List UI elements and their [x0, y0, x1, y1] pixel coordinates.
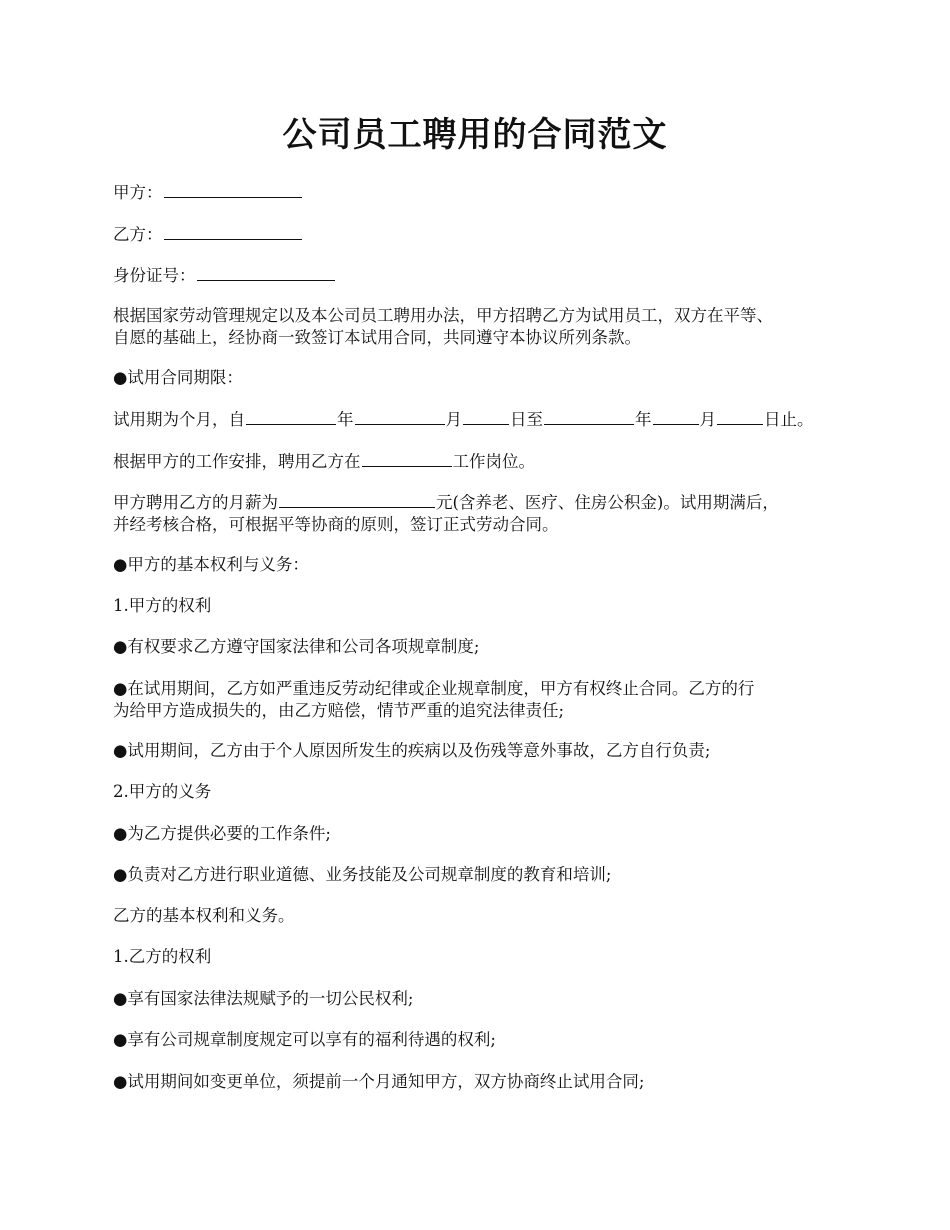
id-number-blank: [197, 264, 335, 281]
probation-heading: ●试用合同期限：: [113, 368, 243, 387]
party-b-right-2: ●享有公司规章制度规定可以享有的福利待遇的权利;: [113, 1030, 496, 1049]
end-year-blank: [544, 408, 634, 425]
party-a-duty-1: ●为乙方提供必要的工作条件;: [113, 824, 331, 843]
intro-paragraph: [113, 305, 858, 349]
start-year-blank: [246, 408, 336, 425]
party-a-right-3: ●试用期间，乙方由于个人原因所发生的疾病以及伤残等意外事故，乙方自行负责;: [113, 741, 711, 760]
salary-text-part: 甲方聘用乙方的月薪为: [113, 493, 278, 512]
probation-text-part: 日止。: [764, 410, 814, 429]
party-a-right-2: [113, 678, 858, 722]
start-month-blank: [355, 408, 445, 425]
party-a-duties-title: 2.甲方的义务: [113, 782, 212, 801]
probation-text-part: 年: [337, 410, 354, 429]
party-a-field: [113, 181, 858, 204]
position-text: [113, 450, 858, 473]
party-b-rights-title: 1.乙方的权利: [113, 947, 212, 966]
party-b-blank: [164, 223, 302, 240]
end-day-blank: [717, 408, 763, 425]
id-number-field: [113, 264, 858, 287]
salary-line-1: [113, 491, 858, 514]
id-number-label: 身份证号：: [113, 266, 196, 285]
salary-paragraph: [113, 491, 858, 536]
party-a-rights-heading: ●甲方的基本权利与义务：: [113, 555, 309, 574]
probation-text-part: 月: [445, 410, 462, 429]
party-a-label: 甲方：: [113, 183, 163, 202]
position-text-part: 工作岗位。: [452, 452, 535, 471]
salary-text-part: 元(含养老、医疗、住房公积金)。试用期满后，: [436, 493, 779, 512]
party-b-label: 乙方：: [113, 225, 163, 244]
party-b-field: [113, 223, 858, 246]
party-a-rights-title: 1.甲方的权利: [113, 596, 212, 615]
party-b-right-3: ●试用期间如变更单位，须提前一个月通知甲方，双方协商终止试用合同;: [113, 1072, 645, 1091]
party-a-duty-2: ●负责对乙方进行职业道德、业务技能及公司规章制度的教育和培训;: [113, 865, 612, 884]
start-day-blank: [463, 408, 509, 425]
probation-period-text: [113, 408, 858, 431]
position-blank: [362, 450, 452, 467]
party-b-right-1: ●享有国家法律法规赋予的一切公民权利;: [113, 989, 414, 1008]
probation-text-part: 月: [699, 410, 716, 429]
probation-text-part: 试用期为个月，自: [113, 410, 245, 429]
party-b-heading: 乙方的基本权利和义务。: [113, 906, 295, 925]
party-a-right-1: ●有权要求乙方遵守国家法律和公司各项规章制度;: [113, 637, 480, 656]
probation-text-part: 年: [635, 410, 652, 429]
intro-line-1: 根据国家劳动管理规定以及本公司员工聘用办法，甲方招聘乙方为试用员工，双方在平等、: [113, 306, 773, 325]
end-month-blank: [653, 408, 699, 425]
salary-line-2: 并经考核合格，可根据平等协商的原则，签订正式劳动合同。: [113, 515, 559, 534]
position-text-part: 根据甲方的工作安排，聘用乙方在: [113, 452, 361, 471]
salary-blank: [279, 491, 435, 508]
probation-text-part: 日至: [510, 410, 543, 429]
intro-line-2: 自愿的基础上，经协商一致签订本试用合同，共同遵守本协议所列条款。: [113, 328, 641, 347]
party-a-blank: [164, 181, 302, 198]
party-a-right-2-line-2: 为给甲方造成损失的，由乙方赔偿，情节严重的追究法律责任;: [113, 701, 565, 720]
document-title: 公司员工聘用的合同范文: [282, 115, 668, 155]
party-a-right-2-line-1: ●在试用期间，乙方如严重违反劳动纪律或企业规章制度，甲方有权终止合同。乙方的行: [113, 679, 755, 698]
